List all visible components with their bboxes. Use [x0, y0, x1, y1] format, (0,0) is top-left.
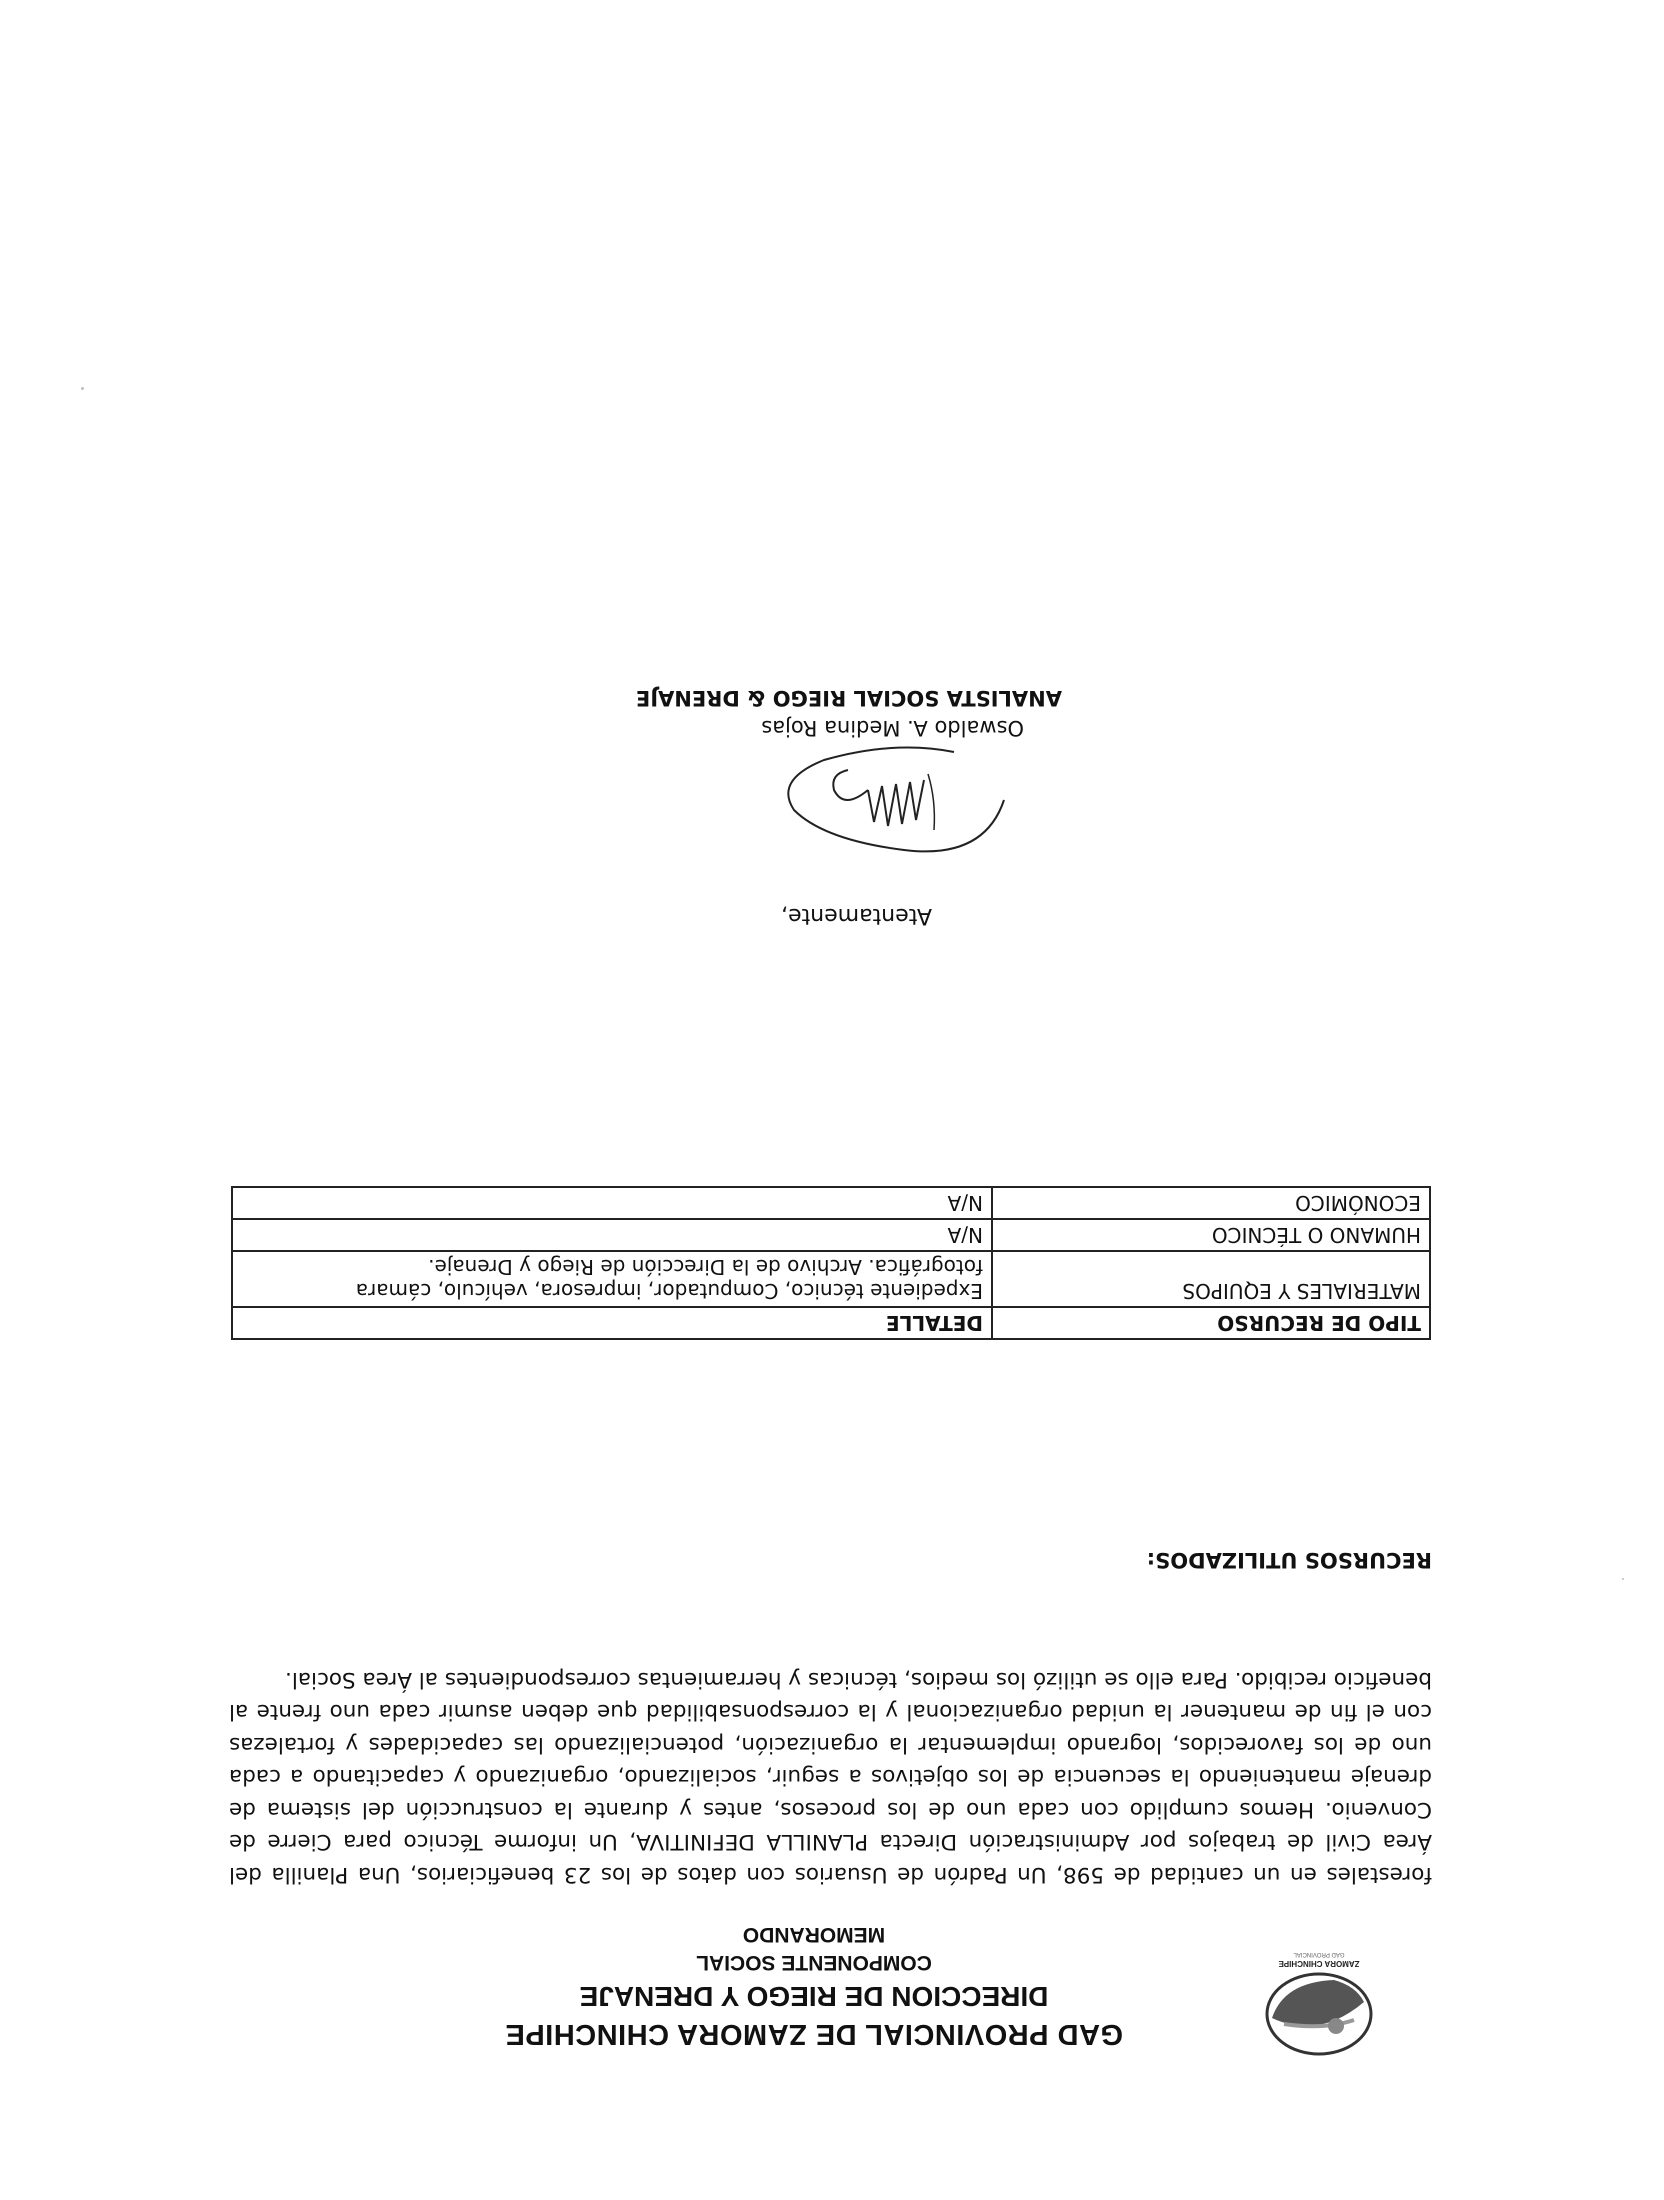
signature-icon [724, 730, 1044, 870]
header-doc-type: MEMORANDO [742, 1923, 886, 1946]
table-row [232, 1219, 1430, 1251]
logo-subcaption: GAD PROVINCIAL [1293, 1951, 1345, 1957]
table-cell: N/A [232, 1187, 992, 1219]
table-header-cell: DETALLE [232, 1307, 992, 1339]
gad-logo [1244, 1930, 1394, 2060]
table-cell: MATERIALES Y EQUIPOS [992, 1251, 1430, 1307]
table-header-cell: TIPO DE RECURSO [992, 1307, 1430, 1339]
header-component: COMPONENTE SOCIAL [696, 1951, 932, 1974]
body-paragraph: forestales en un cantidad de 598, Un Padrón de Usuarios con datos de los 23 beneficiarios, Una Planilla del Área Civil de trabajos por Administración Directa PLANILLA DEFINITIVA, Un informe Técnico para Cierre de Convenio. Hemos cumplido con cada uno de los procesos, antes y durante la construcción del sistema de drenaje manteniendo la secuencia de los objetivos a seguir, socializando, organizando y capacitando a cada uno de los favorecidos, logrando implementar la organización, potencializando las capacidades y fortalezas con el fin de mantener la unidad organizacional y la corresponsabilidad que deben asumir cada uno frente al beneficio recibido. Para ello se utilizó los medios, técnicas y herramientas correspondientes al Área Social. [229, 1667, 1432, 1887]
table-cell: HUMANO O TÉCNICO [992, 1219, 1430, 1251]
resources-table [231, 1186, 1431, 1340]
table-row [232, 1251, 1430, 1307]
logo-caption: ZAMORA CHINCHIPE [1278, 1959, 1360, 1968]
logo-emblem-icon [1244, 1968, 1394, 2060]
section-title: RECURSOS UTILIZADOS: [1146, 1548, 1432, 1572]
signer-title: ANALISTA SOCIAL RIEGO & DRENAJE [635, 686, 1062, 710]
table-row [232, 1187, 1430, 1219]
handwritten-signature [724, 730, 1044, 870]
table-cell: N/A [232, 1219, 992, 1251]
scan-speck [81, 387, 84, 390]
signer-name: Oswaldo A. Medina Rojas [761, 716, 1024, 740]
table-cell: ECONÓMICO [992, 1187, 1430, 1219]
header-direction: DIRECCION DE RIEGO Y DRENAJE [579, 1981, 1049, 2012]
table-header-row [232, 1307, 1430, 1339]
table-cell: Expediente técnico, Computador, impresora, vehículo, cámara fotográfica. Archivo de la Dirección de Riego y Drenaje. [232, 1251, 992, 1307]
scan-speck [1622, 1578, 1624, 1580]
header-institution: GAD PROVINCIAL DE ZAMORA CHINCHIPE [505, 2018, 1123, 2050]
closing-greeting: Atentamente, [781, 903, 932, 928]
